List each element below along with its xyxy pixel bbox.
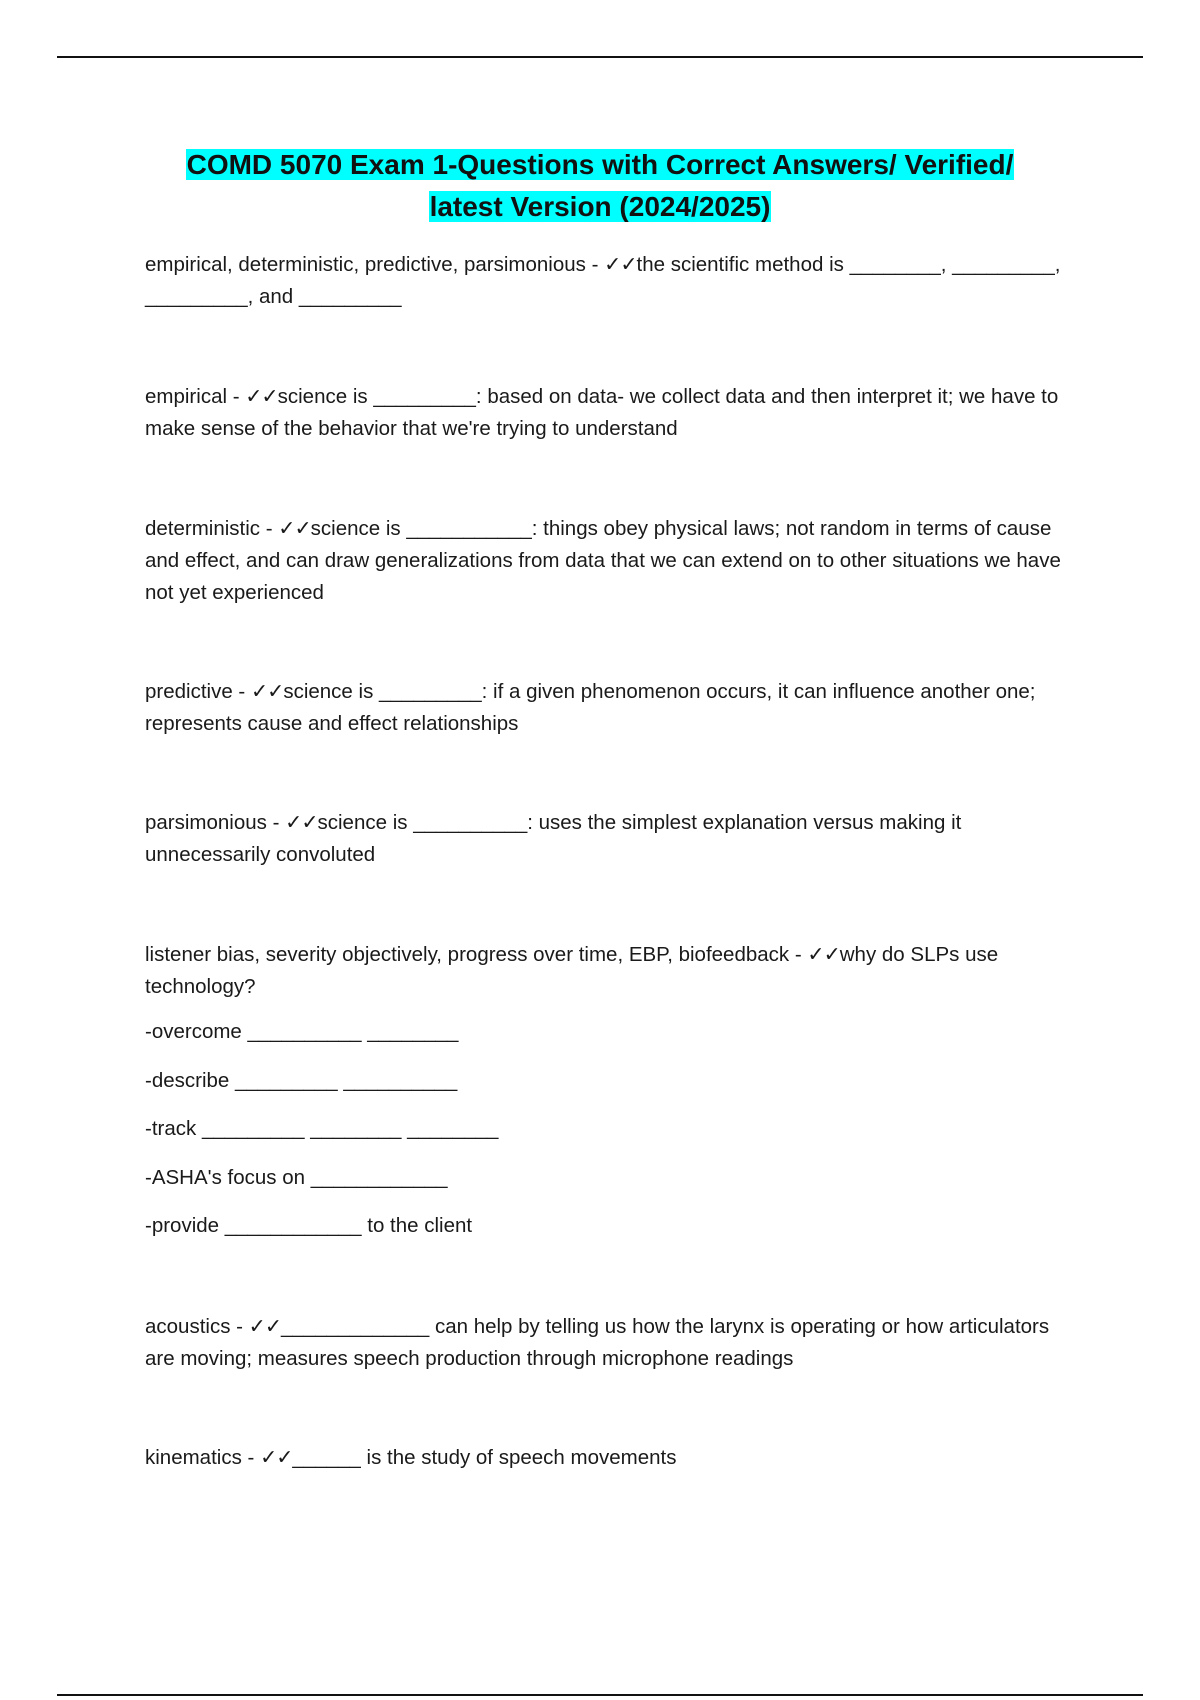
- entry-term: parsimonious -: [145, 811, 286, 834]
- qa-entry: [145, 1310, 1065, 1375]
- entry-text: science is _________: based on data- we collect data and then interpret it; we have to make sense of the behavior that we're trying to understand: [145, 385, 1059, 440]
- list-item: -describe _________ __________: [145, 1069, 458, 1092]
- check-icon: ✓✓: [250, 679, 284, 703]
- check-icon: ✓✓: [604, 252, 637, 276]
- check-icon: ✓✓: [807, 942, 840, 966]
- list-item: -track _________ ________ ________: [145, 1117, 499, 1140]
- qa-entry: [145, 806, 1065, 871]
- check-icon: ✓✓: [278, 516, 311, 540]
- title-line-2: latest Version (2024/2025): [429, 191, 771, 222]
- qa-entry: [145, 248, 1065, 313]
- title-line-1: COMD 5070 Exam 1-Questions with Correct Answers/ Verified/: [186, 149, 1014, 180]
- entry-text: why do SLPs use technology?: [145, 943, 999, 998]
- entry-text: science is ___________: things obey physical laws; not random in terms of cause and effect, and can draw generalizations from data that we can extend on to other situations we have not yet experienced: [145, 517, 1061, 604]
- qa-entry: [145, 1441, 1065, 1474]
- entry-text: ______ is the study of speech movements: [292, 1446, 677, 1469]
- list-item: -provide ____________ to the client: [145, 1214, 473, 1237]
- qa-entry: [145, 380, 1065, 445]
- qa-entry: [145, 512, 1065, 609]
- list-item: -ASHA's focus on ____________: [145, 1166, 448, 1189]
- entry-term: empirical -: [145, 385, 246, 408]
- check-icon: ✓✓: [285, 810, 318, 834]
- document-title: [100, 144, 1100, 228]
- entry-text: science is __________: uses the simplest explanation versus making it unnecessarily convoluted: [145, 811, 962, 866]
- entry-term: predictive -: [145, 680, 251, 703]
- check-icon: ✓✓: [248, 1314, 282, 1338]
- qa-entry: [145, 938, 1065, 1003]
- list-item: -overcome __________ ________: [145, 1020, 459, 1043]
- entry-term: acoustics -: [145, 1315, 249, 1338]
- top-rule: [57, 56, 1143, 58]
- entry-text: _____________ can help by telling us how the larynx is operating or how articulators are moving; measures speech production through microphone readings: [145, 1315, 1050, 1370]
- check-icon: ✓✓: [245, 384, 278, 408]
- entry-term: empirical, deterministic, predictive, parsimonious -: [145, 253, 605, 276]
- entry-text: the scientific method is ________, _________, _________, and _________: [145, 253, 1061, 308]
- qa-entry: [145, 675, 1065, 740]
- entry-term: listener bias, severity objectively, progress over time, EBP, biofeedback -: [145, 943, 808, 966]
- entry-text: science is _________: if a given phenomenon occurs, it can influence another one; represents cause and effect relationships: [145, 680, 1036, 735]
- check-icon: ✓✓: [260, 1445, 293, 1469]
- entry-term: deterministic -: [145, 517, 279, 540]
- bottom-rule: [57, 1694, 1143, 1696]
- entry-term: kinematics -: [145, 1446, 261, 1469]
